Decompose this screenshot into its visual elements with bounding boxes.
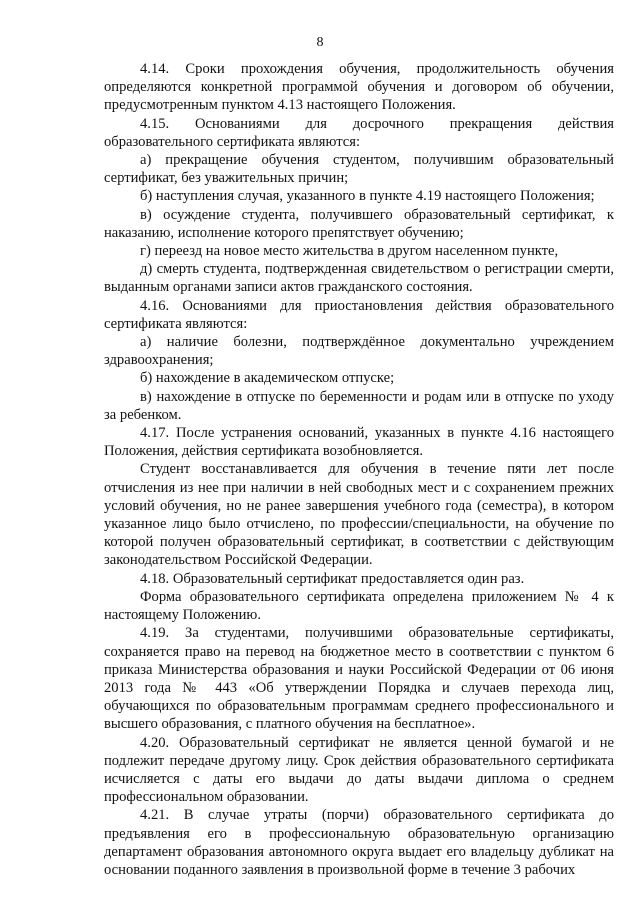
paragraph-4-15-a: а) прекращение обучения студентом, получившим образовательный сертификат, без уважительных причин; [104,152,614,187]
paragraph-4-16: 4.16. Основаниями для приостановления действия образовательного сертификата являются: [104,297,614,332]
page-number: 8 [316,35,324,50]
paragraph-4-19: 4.19. За студентами, получившими образовательные сертификаты, сохраняется право на перевод на бюджетное место в соответствии с пунктом 6 приказа Министерства образования и науки Российской Федерации от 06 июня 2013 года № 443 «Об утверждении Порядка и случаев перехода лиц, обучающихся по образовательным программам среднего профессионального и высшего образования, с платного обучения на бесплатное». [104,625,614,733]
paragraph-4-17-restore: Студент восстанавливается для обучения в течение пяти лет после отчисления из нее при наличии в ней свободных мест и с сохранением прежних условий обучения, но не ранее завершения учебного года (семестра), в котором указанное лицо было отчислено, по профессии/специальности, на обучение по которой получен образовательный сертификат, в соответствии с действующим законодательством Российской Федерации. [104,461,614,569]
paragraph-4-18-form: Форма образовательного сертификата определена приложением № 4 к настоящему Положению. [104,588,614,624]
paragraph-4-21: 4.21. В случае утраты (порчи) образовательного сертификата до предъявления его в профессиональную образовательную организацию департамент образования автономного округа выдает его владельцу дубликат на основании поданного заявления в произвольной форме в течение 3 рабочих [104,807,614,878]
paragraph-4-15-b: б) наступления случая, указанного в пункте 4.19 настоящего Положения; [140,188,595,205]
paragraph-4-17: 4.17. После устранения оснований, указанных в пункте 4.16 настоящего Положения, действия сертификата возобновляется. [104,425,614,460]
paragraph-4-15: 4.15. Основаниями для досрочного прекращения действия образовательного сертификата являются: [104,115,614,150]
paragraph-4-16-a: а) наличие болезни, подтверждённое документально учреждением здравоохранения; [104,334,614,369]
paragraph-4-14: 4.14. Сроки прохождения обучения, продолжительность обучения определяются конкретной программой обучения и договором об обучении, предусмотренным пунктом 4.13 настоящего Положения. [104,61,614,114]
paragraph-4-15-v: в) осуждение студента, получившего образовательный сертификат, к наказанию, исполнение которого препятствует обучению; [104,206,614,241]
document-body [104,60,614,879]
paragraph-4-15-g: г) переезд на новое место жительства в другом населенном пункте, [140,243,559,260]
paragraph-4-15-d: д) смерть студента, подтвержденная свидетельством о регистрации смерти, выданным органами записи актов гражданского состояния. [104,261,614,296]
paragraph-4-16-v: в) нахождение в отпуске по беременности и родам или в отпуске по уходу за ребенком. [104,388,614,423]
paragraph-4-20: 4.20. Образовательный сертификат не является ценной бумагой и не подлежит передаче другому лицу. Срок действия образовательного сертификата исчисляется с даты его выдачи до даты выдачи диплома о среднем профессиональном образовании. [104,734,614,806]
paragraph-4-16-b: б) нахождение в академическом отпуске; [140,370,395,387]
paragraph-4-18: 4.18. Образовательный сертификат предоставляется один раз. [140,570,525,587]
